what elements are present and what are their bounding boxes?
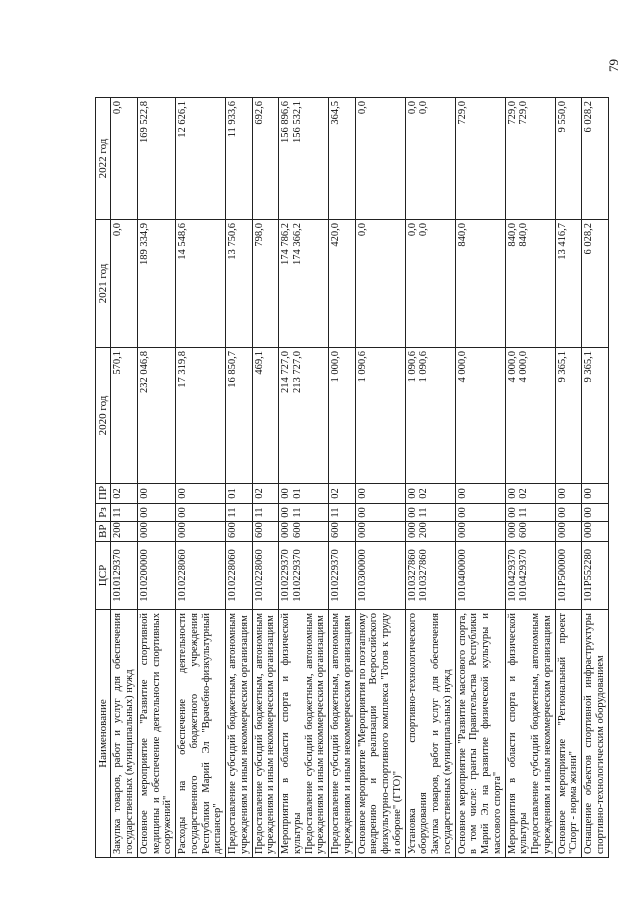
cell-vr: 600 <box>252 522 279 542</box>
page-number: 79 <box>606 59 621 72</box>
cell-rz: 00 <box>137 504 175 522</box>
cell-pr: 00 <box>455 484 505 504</box>
cell-name: Предоставление субсидий бюджетным, автономным учреждениям и иным некоммерческим организациям <box>329 610 356 858</box>
cell-name: Расходы на обеспечение деятельности государственного бюджетного учреждения Республики Марий Эл "Врачебно-физкультурный диспансер" <box>176 610 226 858</box>
cell-2020: 4 000,0 <box>455 348 505 484</box>
table-row <box>111 98 138 858</box>
cell-rz: 11 <box>252 504 279 522</box>
cell-csr: 1010327860 1010327860 <box>405 542 455 610</box>
cell-2021: 14 548,6 <box>176 220 226 348</box>
cell-name: Основное мероприятие "Развитие массового спорта, в том числе: гранты Правительства Республики Марий Эл на развитие физической культуры и массового спорта" <box>455 610 505 858</box>
table-row <box>279 98 329 858</box>
cell-2022: 6 028,2 <box>582 98 609 220</box>
header-rz: Рз <box>96 504 111 522</box>
cell-2020: 214 727,0 213 727,0 <box>279 348 329 484</box>
cell-vr: 000 600 <box>505 522 555 542</box>
cell-2021: 840,0 <box>455 220 505 348</box>
cell-2020: 1 000,0 <box>329 348 356 484</box>
cell-2020: 9 365,1 <box>555 348 582 484</box>
cell-vr: 000 600 <box>279 522 329 542</box>
cell-name: Основное мероприятие "Развитие спортивной медицины и обеспечение деятельности спортивных сооружений" <box>137 610 175 858</box>
cell-rz: 00 <box>455 504 505 522</box>
table-row <box>505 98 555 858</box>
cell-csr: 1010200000 <box>137 542 175 610</box>
cell-2020: 570,1 <box>111 348 138 484</box>
cell-name: Предоставление субсидий бюджетным, автономным учреждениям и иным некоммерческим организациям <box>252 610 279 858</box>
cell-csr: 101P500000 <box>555 542 582 610</box>
header-2020: 2020 год <box>96 348 111 484</box>
cell-csr: 101P552280 <box>582 542 609 610</box>
cell-2021: 420,0 <box>329 220 356 348</box>
cell-pr: 02 <box>329 484 356 504</box>
table-body <box>111 98 608 858</box>
cell-pr: 02 <box>111 484 138 504</box>
rotated-table-container <box>95 98 625 858</box>
cell-2021: 189 334,9 <box>137 220 175 348</box>
cell-2020: 1 090,6 1 090,6 <box>405 348 455 484</box>
cell-2021: 798,0 <box>252 220 279 348</box>
table-row <box>555 98 582 858</box>
cell-rz: 00 <box>176 504 226 522</box>
cell-2021: 0,0 <box>111 220 138 348</box>
cell-rz: 00 <box>582 504 609 522</box>
cell-pr: 00 <box>176 484 226 504</box>
cell-2022: 11 933,6 <box>226 98 253 220</box>
header-pr: ПР <box>96 484 111 504</box>
cell-name: Основное мероприятие "Региональный проект "Спорт - норма жизни" <box>555 610 582 858</box>
table-row <box>176 98 226 858</box>
cell-pr: 00 <box>137 484 175 504</box>
table-row <box>582 98 609 858</box>
cell-2020: 1 090,6 <box>355 348 405 484</box>
cell-vr: 000 <box>355 522 405 542</box>
cell-rz: 00 <box>555 504 582 522</box>
cell-pr: 00 01 <box>279 484 329 504</box>
cell-2021: 0,0 0,0 <box>405 220 455 348</box>
table-row <box>252 98 279 858</box>
cell-rz: 11 <box>226 504 253 522</box>
cell-vr: 600 <box>329 522 356 542</box>
cell-vr: 000 <box>137 522 175 542</box>
cell-csr: 1010228060 <box>176 542 226 610</box>
cell-2020: 469,1 <box>252 348 279 484</box>
table-row <box>405 98 455 858</box>
cell-pr: 00 <box>355 484 405 504</box>
header-2022: 2022 год <box>96 98 111 220</box>
cell-pr: 02 <box>252 484 279 504</box>
table-row <box>329 98 356 858</box>
cell-2021: 0,0 <box>355 220 405 348</box>
cell-rz: 11 <box>329 504 356 522</box>
table-row <box>355 98 405 858</box>
cell-csr: 1010129370 <box>111 542 138 610</box>
cell-rz: 11 <box>111 504 138 522</box>
cell-rz: 00 11 <box>505 504 555 522</box>
cell-name: Основное мероприятие "Мероприятия по поэтапному внедрению и реализации Всероссийского физкультурно-спортивного комплекса "Готов к труду и обороне" (ГТО)" <box>355 610 405 858</box>
cell-vr: 200 <box>111 522 138 542</box>
cell-rz: 00 11 <box>405 504 455 522</box>
cell-csr: 1010228060 <box>252 542 279 610</box>
cell-2021: 13 750,6 <box>226 220 253 348</box>
cell-2021: 840,0 840,0 <box>505 220 555 348</box>
cell-2022: 169 522,8 <box>137 98 175 220</box>
cell-vr: 000 200 <box>405 522 455 542</box>
cell-rz: 00 <box>355 504 405 522</box>
cell-name: Мероприятия в области спорта и физической культуры Предоставление субсидий бюджетным, автономным учреждениям и иным некоммерческим организациям <box>279 610 329 858</box>
header-csr: ЦСР <box>96 542 111 610</box>
cell-name: Предоставление субсидий бюджетным, автономным учреждениям и иным некоммерческим организациям <box>226 610 253 858</box>
cell-csr: 1010429370 1010429370 <box>505 542 555 610</box>
table-row <box>455 98 505 858</box>
cell-name: Закупка товаров, работ и услуг для обеспечения государственных (муниципальных) нужд <box>111 610 138 858</box>
table-row <box>137 98 175 858</box>
cell-vr: 000 <box>582 522 609 542</box>
cell-2022: 12 626,1 <box>176 98 226 220</box>
cell-2022: 364,5 <box>329 98 356 220</box>
cell-csr: 1010229370 1010229370 <box>279 542 329 610</box>
cell-2021: 13 416,7 <box>555 220 582 348</box>
cell-2020: 4 000,0 4 000,0 <box>505 348 555 484</box>
cell-vr: 000 <box>555 522 582 542</box>
cell-name: Оснащение объектов спортивной инфраструктуры спортивно-технологическим оборудованием <box>582 610 609 858</box>
cell-2022: 0,0 <box>111 98 138 220</box>
cell-2022: 729,0 729,0 <box>505 98 555 220</box>
cell-pr: 00 <box>555 484 582 504</box>
cell-csr: 1010228060 <box>226 542 253 610</box>
cell-csr: 1010300000 <box>355 542 405 610</box>
cell-rz: 00 11 <box>279 504 329 522</box>
cell-2020: 9 365,1 <box>582 348 609 484</box>
budget-table <box>95 97 609 858</box>
header-2021: 2021 год <box>96 220 111 348</box>
table-row <box>226 98 253 858</box>
cell-2020: 17 319,8 <box>176 348 226 484</box>
table-header-row <box>96 98 111 858</box>
cell-pr: 00 02 <box>505 484 555 504</box>
cell-2022: 9 550,0 <box>555 98 582 220</box>
cell-vr: 600 <box>226 522 253 542</box>
cell-pr: 00 <box>582 484 609 504</box>
cell-pr: 00 02 <box>405 484 455 504</box>
cell-2022: 729,0 <box>455 98 505 220</box>
cell-vr: 000 <box>455 522 505 542</box>
cell-2022: 692,6 <box>252 98 279 220</box>
cell-name: Мероприятия в области спорта и физической культуры Предоставление субсидий бюджетным, автономным учреждениям и иным некоммерческим организациям <box>505 610 555 858</box>
cell-2020: 232 046,8 <box>137 348 175 484</box>
cell-2022: 0,0 0,0 <box>405 98 455 220</box>
cell-2022: 156 896,6 156 532,1 <box>279 98 329 220</box>
header-name: Наименование <box>96 610 111 858</box>
cell-2021: 174 786,2 174 366,2 <box>279 220 329 348</box>
cell-csr: 1010229370 <box>329 542 356 610</box>
cell-csr: 1010400000 <box>455 542 505 610</box>
cell-vr: 000 <box>176 522 226 542</box>
cell-name: Установка спортивно-технологического оборудования Закупка товаров, работ и услуг для обеспечения государственных (муниципальных) нужд <box>405 610 455 858</box>
cell-pr: 01 <box>226 484 253 504</box>
header-vr: ВР <box>96 522 111 542</box>
cell-2021: 6 028,2 <box>582 220 609 348</box>
cell-2022: 0,0 <box>355 98 405 220</box>
cell-2020: 16 850,7 <box>226 348 253 484</box>
